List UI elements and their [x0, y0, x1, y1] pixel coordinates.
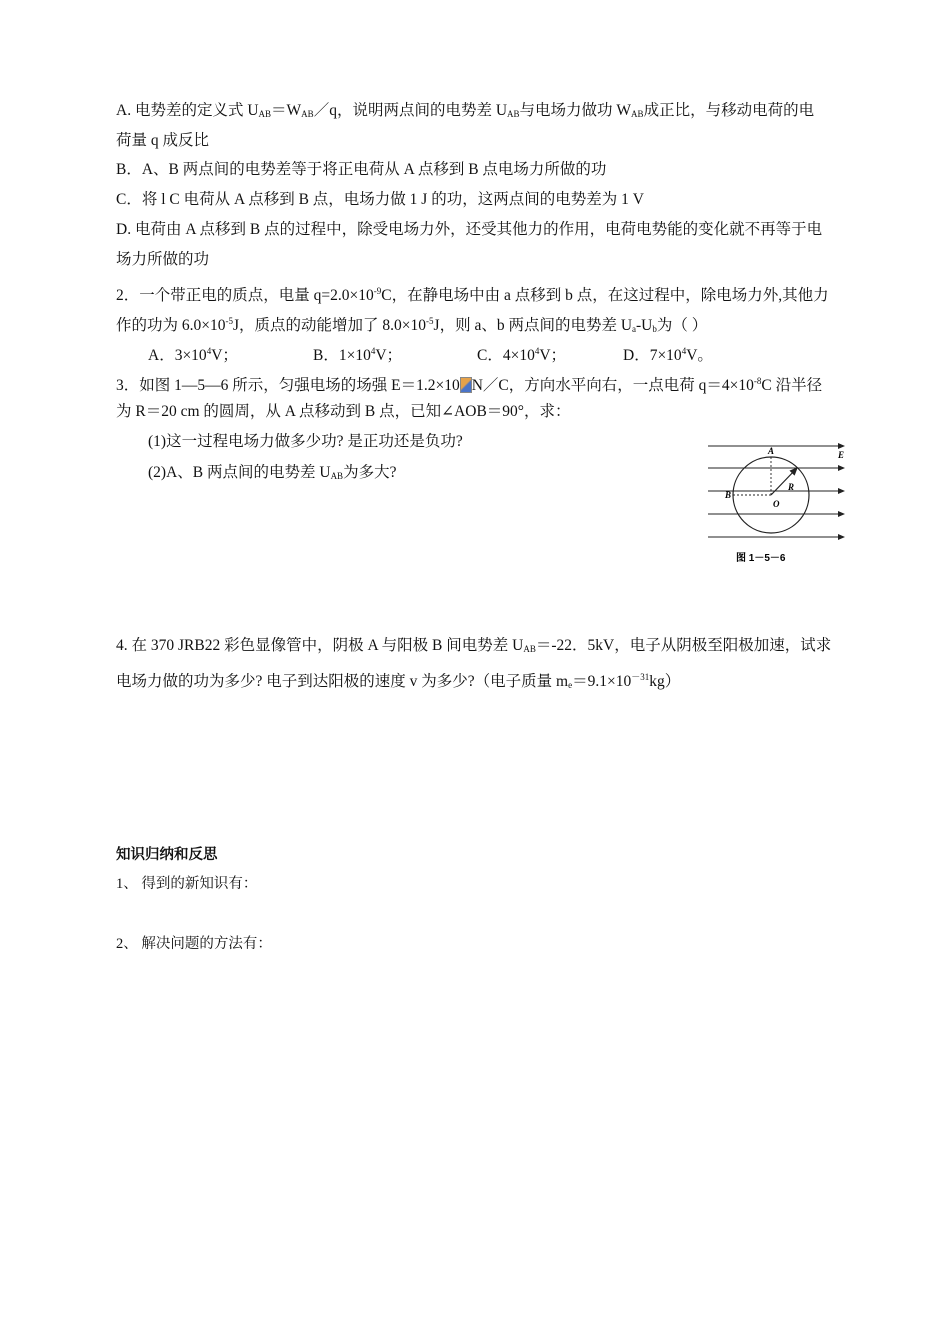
label-e: E: [838, 450, 845, 460]
q2-stem-line1: 2．一个带正电的质点，电量 $q=2.0\times 10^{-9}C$，在静电场中由 a 点移到 b 点，在这过程中，除电场力外,其他力: [116, 286, 829, 304]
summary-item-2: 2、 解决问题的方法有：: [116, 936, 272, 952]
q2-stem-line2: 作的功为 $6.0\times 10^{-5}J$，质点的动能增加了 $8.0\times 10^{-5}J$，则 a、b 两点间的电势差 $U_a-U_b$为（ ）: [116, 316, 708, 334]
figure-electric-field-circle: [706, 440, 856, 570]
field-diagram: [706, 440, 856, 570]
q4-stem-line2: 电场力做的功为多少? 电子到达阳极的速度 v 为多少?（电子质量 $m_e=9.1\times 10^{-31}kg$）: [116, 672, 681, 690]
label-b: B: [725, 490, 732, 500]
q2-option-a: A．$3\times 10^4V$；: [148, 346, 238, 364]
summary-heading: 知识归纳和反思: [116, 847, 218, 863]
label-a: A: [768, 446, 775, 456]
q3-subquestion-1: (1)这一过程电场力做多少功? 是正功还是负功?: [148, 433, 463, 450]
q3-subquestion-2: (2)A、B 两点间的电势差 $U_{AB}$为多大?: [148, 464, 397, 481]
q3-stem-line1: 3．如图 1—5—6 所示，匀强电场的场强 E＝1.2×10 N／C，方向水平向右，一点电荷 $q=4\times 10^{-8}C$ 沿半径: [116, 376, 823, 394]
broken-image-icon: [460, 377, 472, 393]
q4-stem-line1: 4. 在 370 JRB22 彩色显像管中，阴极 A 与阳极 B 间电势差 $U_{AB}=-22$．5kV，电子从阴极至阳极加速，试求: [116, 637, 832, 654]
figure-caption: 图 1－5－6: [736, 553, 786, 564]
q1-option-c: C．将 l C 电荷从 A 点移到 B 点，电场力做 1 J 的功，这两点间的电势差为 1 V: [116, 191, 644, 208]
q1-option-a-line1: A. 电势差的定义式 $U_{AB}=W_{AB}/q$，说明两点间的电势差 $U_{AB}$与电场力做功 $W_{AB}$成正比，与移动电荷的电: [116, 102, 815, 119]
summary-item-1: 1、 得到的新知识有：: [116, 876, 258, 892]
q1-option-d-line1: D. 电荷由 A 点移到 B 点的过程中，除受电场力外，还受其他力的作用，电荷电势能的变化就不再等于电: [116, 221, 823, 238]
q2-option-c: C．$4\times 10^4V$；: [477, 346, 567, 364]
q3-stem-line2: 为 R＝20 cm 的圆周，从 A 点移动到 B 点，已知∠AOB＝90°，求：: [116, 403, 571, 420]
q2-option-d: D．$7\times 10^4V$。: [623, 346, 713, 364]
q1-option-d-line2: 场力所做的功: [116, 251, 210, 268]
q1-option-b: B．A、B 两点间的电势差等于将正电荷从 A 点移到 B 点电场力所做的功: [116, 161, 607, 178]
q1-option-a-line2: 荷量 q 成反比: [116, 132, 210, 149]
label-o: O: [773, 499, 780, 509]
q2-option-b: B．$1\times 10^4V$；: [313, 346, 403, 364]
label-r: R: [788, 482, 795, 492]
